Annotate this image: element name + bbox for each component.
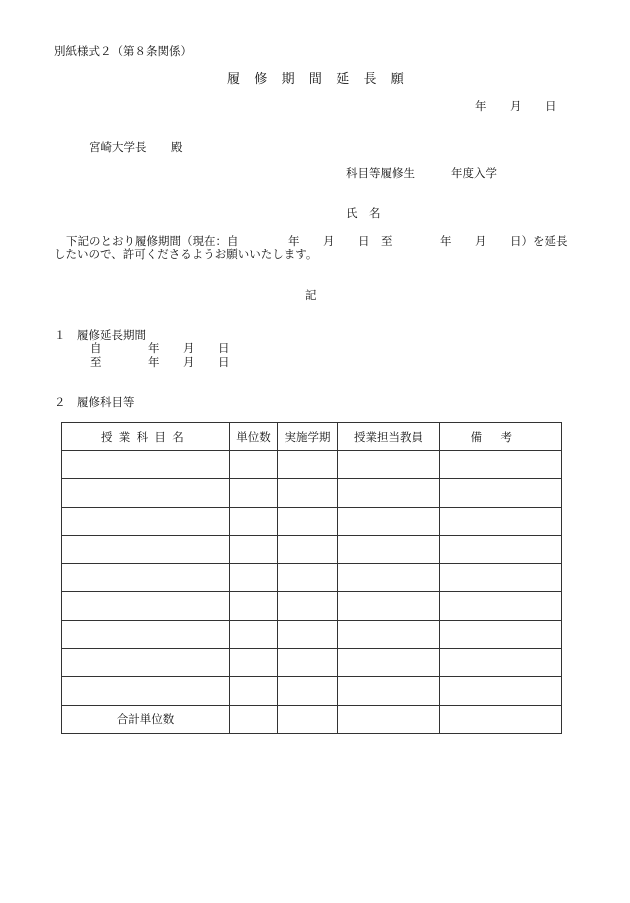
cell-semester[interactable] [278,451,338,479]
date-month: 月 [510,99,522,113]
cell-semester[interactable] [278,564,338,592]
from-year: 年 [148,341,160,355]
form-label: 別紙様式２（第８条関係） [54,44,192,58]
applicant-status: 科目等履修生 [346,166,415,180]
cell-notes[interactable] [440,649,562,677]
cell-notes[interactable] [440,677,562,705]
applicant-name-label: 氏 名 [346,206,381,220]
cell-instructor[interactable] [338,479,440,507]
body-line1-month2: 月 [475,234,487,248]
cell-semester[interactable] [278,592,338,620]
body-line1-suffix: 日）を延長 [510,234,568,248]
from-label: 自 [90,341,102,355]
cell-subject[interactable] [62,649,230,677]
cell-notes[interactable] [440,592,562,620]
cell-semester[interactable] [278,507,338,535]
total-semester[interactable] [278,705,338,733]
cell-subject[interactable] [62,479,230,507]
total-credits-label: 合計単位数 [62,705,230,733]
cell-credits[interactable] [230,535,278,563]
cell-subject[interactable] [62,620,230,648]
to-month: 月 [183,355,195,369]
cell-semester[interactable] [278,620,338,648]
cell-credits[interactable] [230,620,278,648]
cell-notes[interactable] [440,564,562,592]
table-row [62,451,562,479]
cell-notes[interactable] [440,479,562,507]
body-line2: したいので、許可くださるようお願いいたします。 [54,247,318,261]
body-line1-day1: 日 至 [358,234,393,248]
table-header-row [62,423,562,451]
cell-credits[interactable] [230,649,278,677]
cell-instructor[interactable] [338,507,440,535]
cell-notes[interactable] [440,451,562,479]
table-row [62,592,562,620]
table-total-row [62,705,562,733]
table-row [62,677,562,705]
page-title: 履修期間延長願 [227,72,419,87]
cell-subject[interactable] [62,564,230,592]
table-row [62,620,562,648]
table-row [62,507,562,535]
cell-instructor[interactable] [338,535,440,563]
col-instructor: 授業担当教員 [338,423,440,451]
cell-credits[interactable] [230,451,278,479]
body-line1-year2: 年 [440,234,452,248]
total-instructor[interactable] [338,705,440,733]
from-day: 日 [218,341,230,355]
total-notes[interactable] [440,705,562,733]
cell-subject[interactable] [62,535,230,563]
body-line1-month1: 月 [323,234,335,248]
cell-subject[interactable] [62,592,230,620]
cell-instructor[interactable] [338,564,440,592]
course-table [61,422,562,734]
cell-notes[interactable] [440,535,562,563]
addressee-name: 宮崎大学長 [89,140,147,154]
cell-credits[interactable] [230,564,278,592]
to-day: 日 [218,355,230,369]
to-label: 至 [90,355,102,369]
cell-instructor[interactable] [338,592,440,620]
cell-subject[interactable] [62,507,230,535]
cell-instructor[interactable] [338,451,440,479]
cell-semester[interactable] [278,677,338,705]
table-row [62,535,562,563]
cell-instructor[interactable] [338,649,440,677]
admission-year: 年度入学 [451,166,497,180]
cell-semester[interactable] [278,479,338,507]
section1-heading: １ 履修延長期間 [54,328,146,342]
body-line1-year1: 年 [288,234,300,248]
col-credits: 単位数 [230,423,278,451]
cell-subject[interactable] [62,451,230,479]
cell-semester[interactable] [278,649,338,677]
col-semester: 実施学期 [278,423,338,451]
ki-marker: 記 [305,288,317,302]
cell-semester[interactable] [278,535,338,563]
col-subject-name: 授業科目名 [62,423,230,451]
table-row [62,564,562,592]
cell-credits[interactable] [230,507,278,535]
cell-instructor[interactable] [338,677,440,705]
addressee-honorific: 殿 [171,140,183,154]
cell-subject[interactable] [62,677,230,705]
body-line1-prefix: 下記のとおり履修期間（現在：自 [66,234,239,248]
cell-credits[interactable] [230,592,278,620]
table-row [62,479,562,507]
date-day: 日 [545,99,557,113]
col-notes: 備考 [440,423,562,451]
cell-instructor[interactable] [338,620,440,648]
table-row [62,649,562,677]
from-month: 月 [183,341,195,355]
cell-credits[interactable] [230,677,278,705]
section2-heading: ２ 履修科目等 [54,395,135,409]
total-credits-value[interactable] [230,705,278,733]
cell-credits[interactable] [230,479,278,507]
cell-notes[interactable] [440,507,562,535]
to-year: 年 [148,355,160,369]
date-year: 年 [475,99,487,113]
cell-notes[interactable] [440,620,562,648]
